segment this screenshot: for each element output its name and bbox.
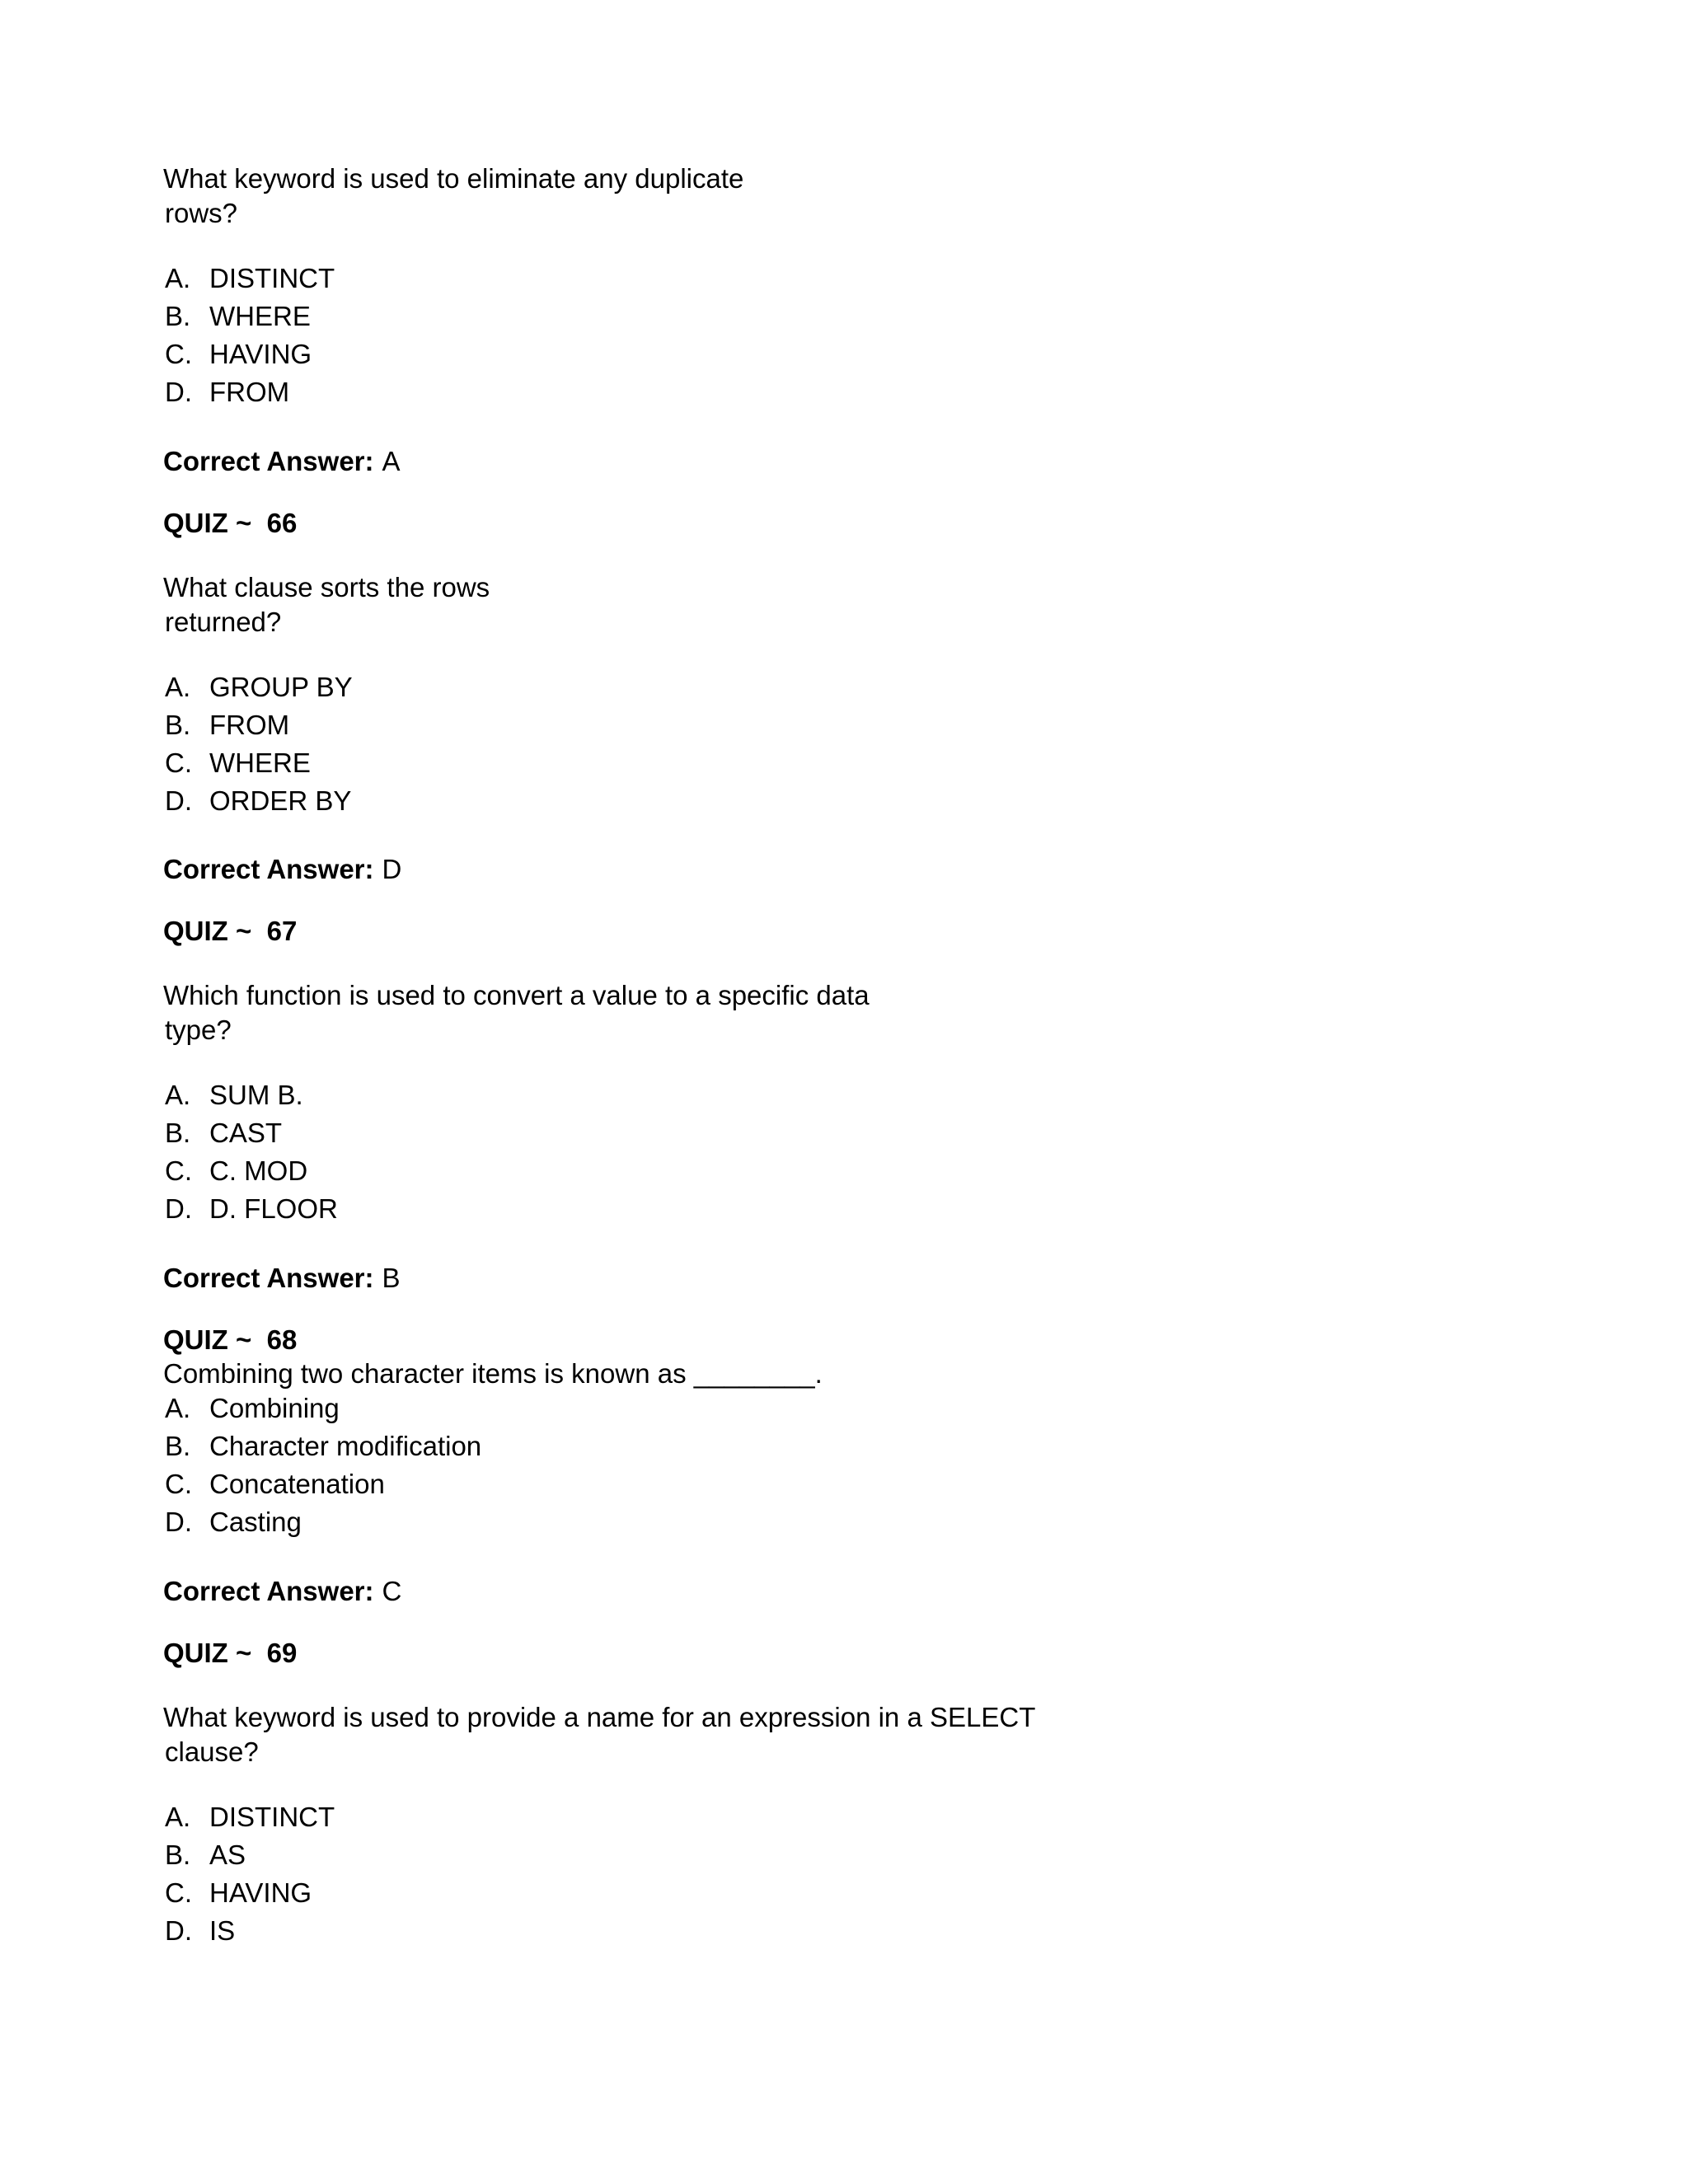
option-list <box>163 668 353 820</box>
question-line: type? <box>165 1015 232 1045</box>
option-letter: A. <box>165 1802 191 1832</box>
option-text: DISTINCT <box>209 263 335 293</box>
option-text: ORDER BY <box>209 785 352 816</box>
option-item <box>163 1912 335 1950</box>
option-text: FROM <box>209 710 290 740</box>
correct-answer-value: C <box>382 1576 402 1606</box>
option-text: Character modification <box>209 1431 482 1461</box>
question-line: What clause sorts the rows <box>163 572 490 602</box>
option-text: IS <box>209 1915 236 1946</box>
option-letter: C. <box>165 748 192 778</box>
option-letter: D. <box>165 1915 192 1946</box>
option-letter: D. <box>165 785 192 816</box>
option-letter: C. <box>165 1469 192 1499</box>
option-item <box>163 1465 481 1503</box>
option-list <box>163 1390 481 1541</box>
option-letter: C. <box>165 1155 192 1186</box>
option-letter: A. <box>165 263 191 293</box>
option-item <box>163 1874 335 1912</box>
option-letter: D. <box>165 1507 192 1537</box>
option-item <box>163 744 353 782</box>
option-letter: D. <box>165 377 192 407</box>
option-item <box>163 1390 481 1427</box>
option-text: FROM <box>209 377 290 407</box>
option-item <box>163 668 353 706</box>
option-letter: B. <box>165 1840 191 1870</box>
correct-answer-value: B <box>382 1263 401 1293</box>
option-text: SUM B. <box>209 1080 303 1110</box>
option-text: WHERE <box>209 301 311 331</box>
option-text: WHERE <box>209 748 311 778</box>
option-text: Concatenation <box>209 1469 385 1499</box>
question-text <box>163 978 870 1047</box>
option-text: D. FLOOR <box>209 1193 338 1224</box>
question-line: clause? <box>165 1736 259 1767</box>
option-item <box>163 1114 338 1152</box>
option-item <box>163 782 353 820</box>
quiz-header: QUIZ ~ 69 <box>163 1638 298 1668</box>
question-text <box>163 570 490 640</box>
option-item <box>163 298 335 335</box>
option-letter: D. <box>165 1193 192 1224</box>
option-item <box>163 1076 338 1114</box>
correct-answer <box>163 1261 401 1296</box>
option-text: DISTINCT <box>209 1802 335 1832</box>
question-text <box>163 1357 823 1391</box>
question-line: returned? <box>165 607 282 637</box>
option-letter: B. <box>165 1431 191 1461</box>
option-letter: C. <box>165 1877 192 1908</box>
correct-answer-label: Correct Answer: <box>163 1263 374 1293</box>
option-letter: B. <box>165 710 191 740</box>
correct-answer-label: Correct Answer: <box>163 446 374 476</box>
option-item <box>163 1190 338 1228</box>
quiz-header: QUIZ ~ 67 <box>163 916 298 946</box>
option-item <box>163 706 353 744</box>
option-text: Casting <box>209 1507 302 1537</box>
option-text: Combining <box>209 1393 340 1423</box>
option-letter: B. <box>165 1118 191 1148</box>
option-item <box>163 373 335 411</box>
option-text: AS <box>209 1840 246 1870</box>
option-text: C. MOD <box>209 1155 308 1186</box>
question-text <box>163 1700 1035 1769</box>
option-letter: A. <box>165 672 191 702</box>
option-item <box>163 1798 335 1836</box>
question-text <box>163 162 743 231</box>
correct-answer <box>163 852 401 887</box>
question-line: What keyword is used to provide a name for an expression in a SELECT <box>163 1702 1036 1732</box>
correct-answer <box>163 1574 401 1609</box>
correct-answer-label: Correct Answer: <box>163 854 374 884</box>
correct-answer-label: Correct Answer: <box>163 1576 374 1606</box>
question-line: What keyword is used to eliminate any duplicate <box>163 163 744 194</box>
option-text: GROUP BY <box>209 672 353 702</box>
option-list <box>163 260 335 411</box>
option-item <box>163 1427 481 1465</box>
option-list <box>163 1076 338 1228</box>
correct-answer <box>163 444 401 479</box>
correct-answer-value: D <box>382 854 402 884</box>
option-letter: B. <box>165 301 191 331</box>
correct-answer-value: A <box>382 446 401 476</box>
quiz-header: QUIZ ~ 68 <box>163 1324 298 1355</box>
option-item <box>163 260 335 298</box>
option-item <box>163 335 335 373</box>
question-line: Which function is used to convert a value to a specific data <box>163 980 870 1010</box>
option-text: HAVING <box>209 1877 312 1908</box>
option-item <box>163 1503 481 1541</box>
option-letter: A. <box>165 1393 191 1423</box>
quiz-header: QUIZ ~ 66 <box>163 508 298 538</box>
option-list <box>163 1798 335 1950</box>
option-text: CAST <box>209 1118 283 1148</box>
option-item <box>163 1836 335 1874</box>
option-letter: C. <box>165 339 192 369</box>
question-line: rows? <box>165 198 238 228</box>
question-line: Combining two character items is known as ________. <box>163 1358 823 1389</box>
option-item <box>163 1152 338 1190</box>
option-letter: A. <box>165 1080 191 1110</box>
option-text: HAVING <box>209 339 312 369</box>
